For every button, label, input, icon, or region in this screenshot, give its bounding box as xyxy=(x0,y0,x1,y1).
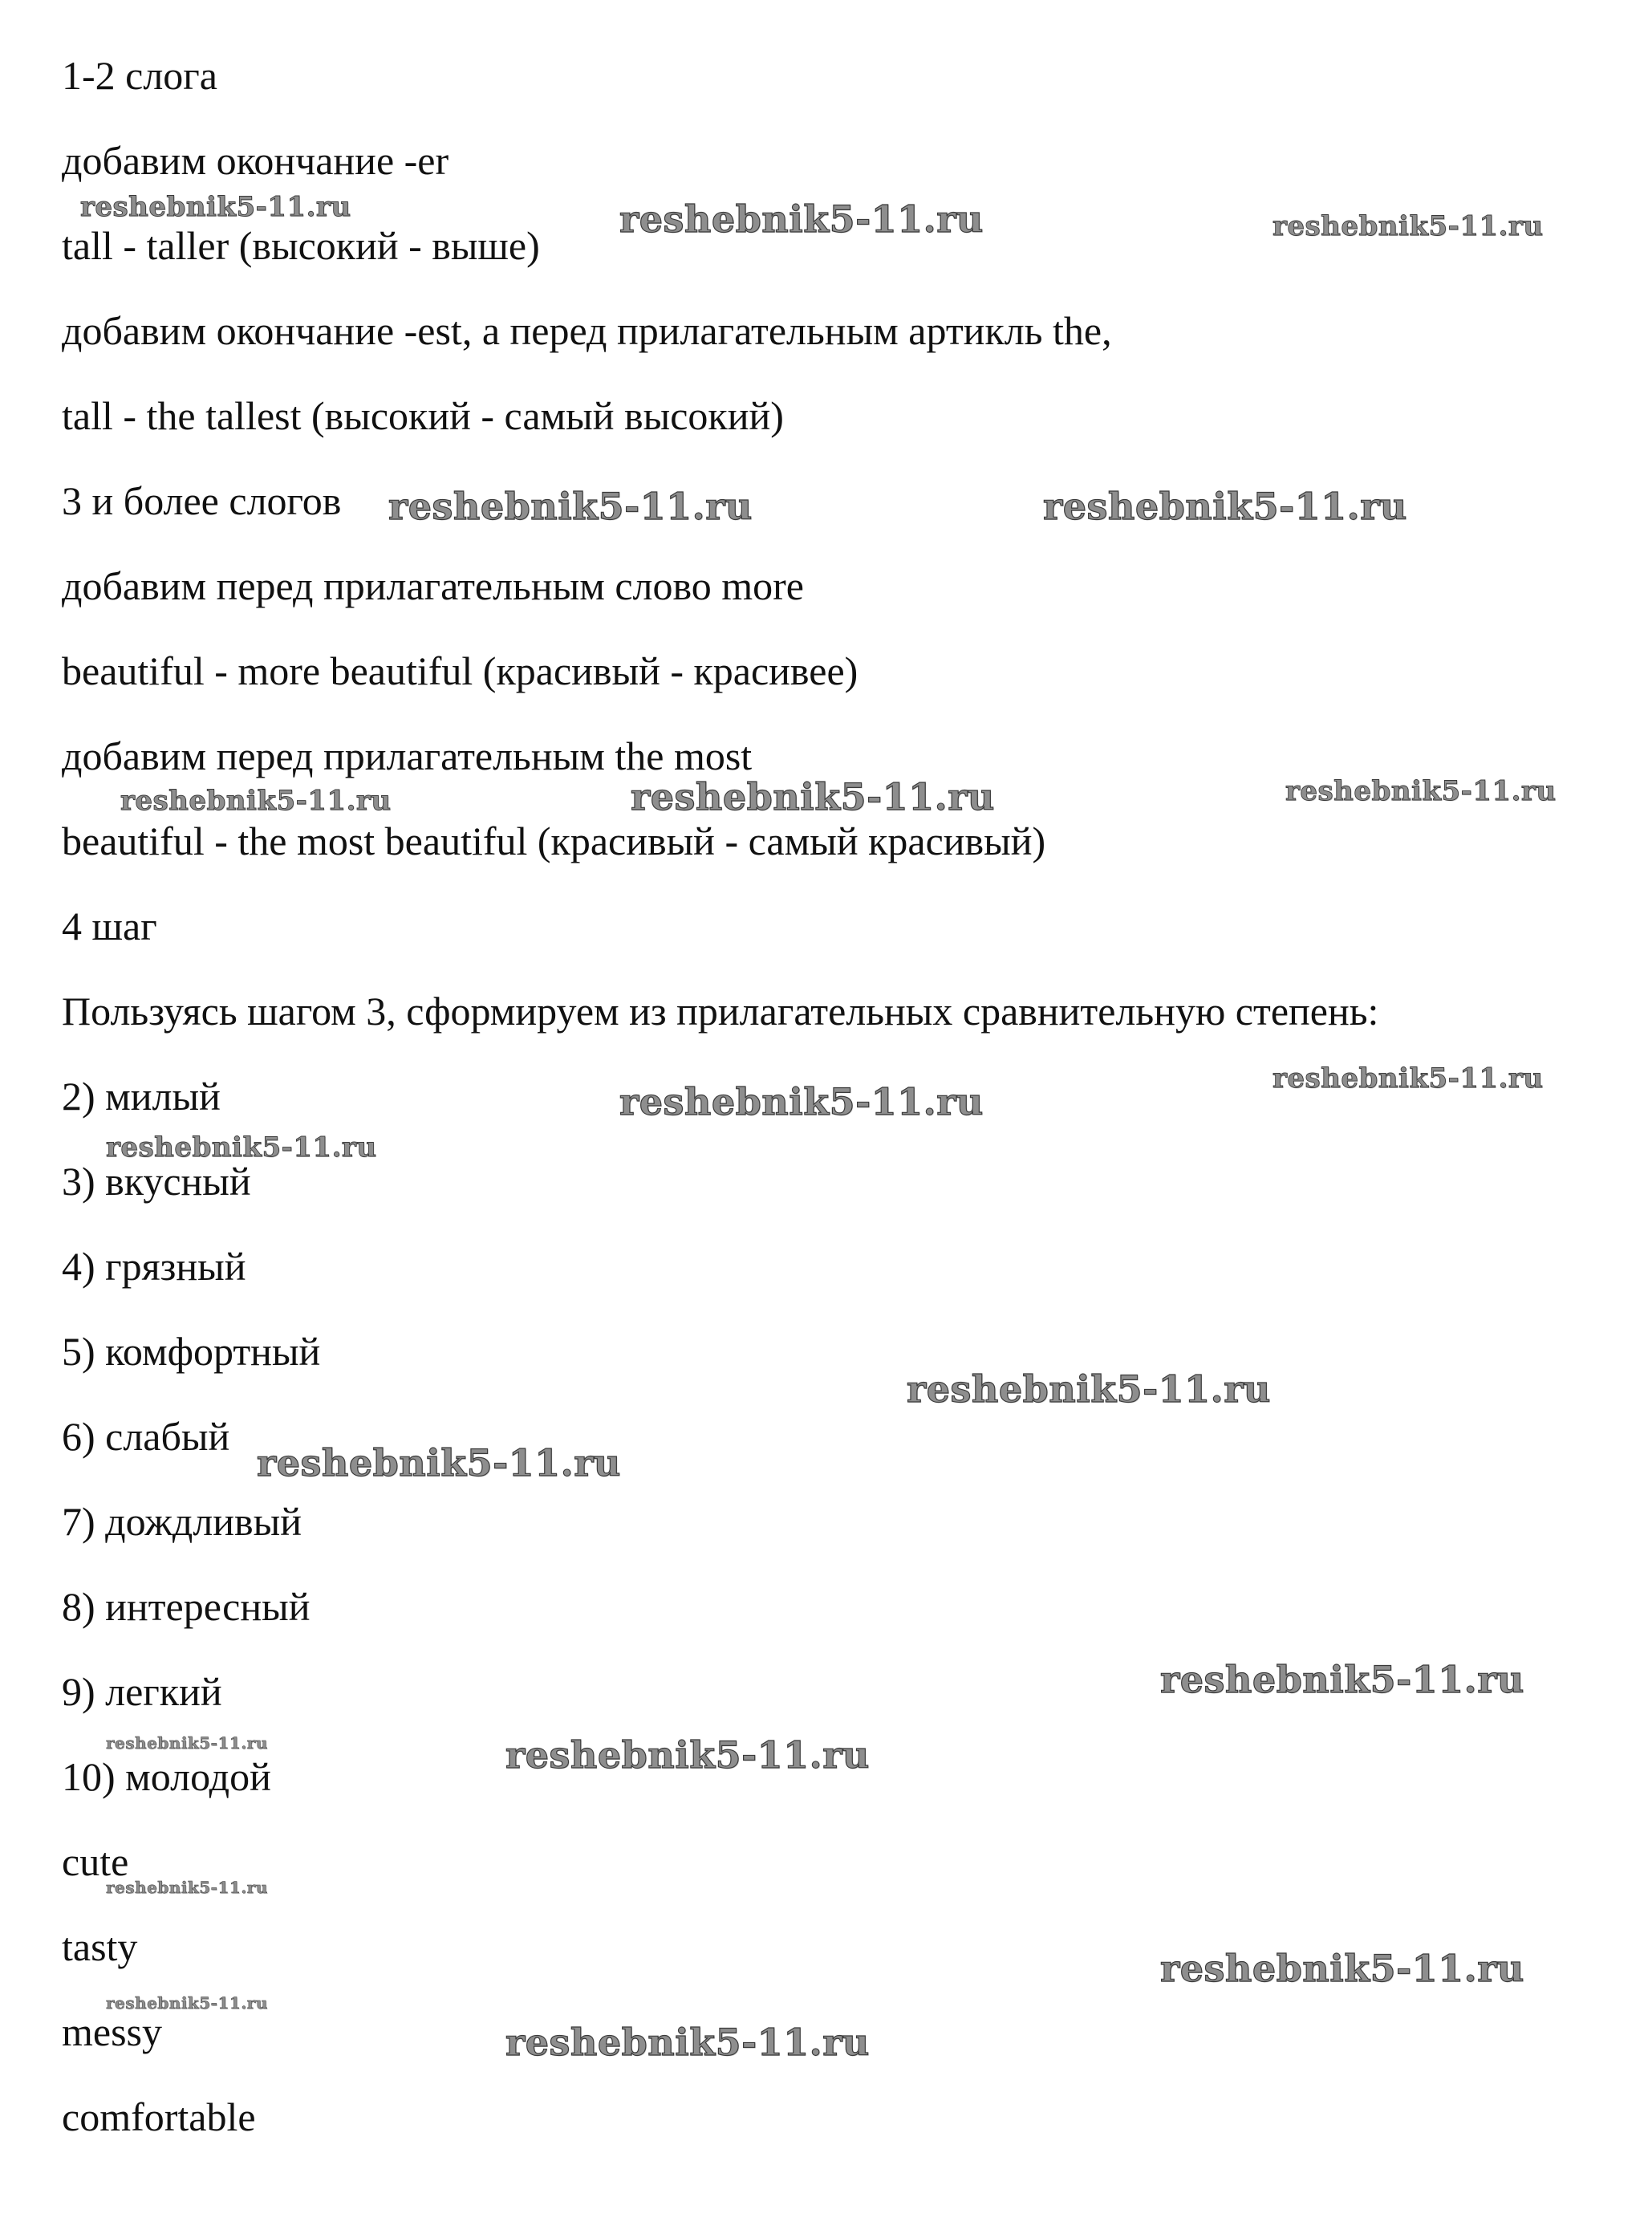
text-line: добавим перед прилагательным the most xyxy=(62,733,753,778)
watermark: reshebnik5-11.ru xyxy=(1160,1658,1524,1701)
watermark: reshebnik5-11.ru xyxy=(120,785,392,817)
watermark: reshebnik5-11.ru xyxy=(1272,1062,1544,1095)
text-line: 7) дождливый xyxy=(62,1499,302,1544)
text-line: comfortable xyxy=(62,2094,256,2139)
text-line: 10) молодой xyxy=(62,1754,271,1799)
watermark: reshebnik5-11.ru xyxy=(80,191,351,223)
text-line: добавим перед прилагательным слово more xyxy=(62,563,804,608)
watermark: reshebnik5-11.ru xyxy=(631,775,995,818)
watermark: reshebnik5-11.ru xyxy=(907,1367,1271,1411)
text-line: 4 шаг xyxy=(62,904,157,948)
watermark: reshebnik5-11.ru xyxy=(1285,775,1557,807)
text-line: 8) интересный xyxy=(62,1584,311,1629)
text-line: 3 и более слогов xyxy=(62,478,342,523)
text-line: tall - taller (высокий - выше) xyxy=(62,223,540,268)
text-line: 2) милый xyxy=(62,1074,221,1119)
text-line: 4) грязный xyxy=(62,1244,246,1289)
watermark: reshebnik5-11.ru xyxy=(106,1131,377,1164)
text-line: 6) слабый xyxy=(62,1414,230,1459)
watermark: reshebnik5-11.ru xyxy=(1272,210,1544,242)
watermark: reshebnik5-11.ru xyxy=(106,1733,268,1753)
text-line: beautiful - more beautiful (красивый - красивее) xyxy=(62,648,858,693)
watermark: reshebnik5-11.ru xyxy=(1160,1947,1524,1990)
watermark: reshebnik5-11.ru xyxy=(106,1993,268,2013)
watermark: reshebnik5-11.ru xyxy=(505,1733,870,1777)
watermark: reshebnik5-11.ru xyxy=(619,197,984,241)
watermark: reshebnik5-11.ru xyxy=(106,1878,268,1897)
text-line: 1-2 слога xyxy=(62,53,217,98)
text-line: 9) легкий xyxy=(62,1669,222,1714)
text-line: tall - the tallest (высокий - самый высокий) xyxy=(62,393,784,438)
watermark: reshebnik5-11.ru xyxy=(257,1441,621,1485)
text-line: cute xyxy=(62,1839,129,1884)
watermark: reshebnik5-11.ru xyxy=(1043,485,1407,528)
text-line: 3) вкусный xyxy=(62,1159,251,1204)
watermark: reshebnik5-11.ru xyxy=(505,2021,870,2064)
text-line: добавим окончание -er xyxy=(62,138,449,183)
text-line: 5) комфортный xyxy=(62,1329,321,1374)
text-line: beautiful - the most beautiful (красивый - самый красивый) xyxy=(62,818,1046,863)
text-line: добавим окончание -est, а перед прилагательным артикль the, xyxy=(62,308,1112,353)
text-line: messy xyxy=(62,2009,162,2054)
text-line: tasty xyxy=(62,1924,138,1969)
watermark: reshebnik5-11.ru xyxy=(619,1080,984,1123)
watermark: reshebnik5-11.ru xyxy=(388,485,753,528)
text-line: Пользуясь шагом 3, сформируем из прилагательных сравнительную степень: xyxy=(62,989,1379,1034)
